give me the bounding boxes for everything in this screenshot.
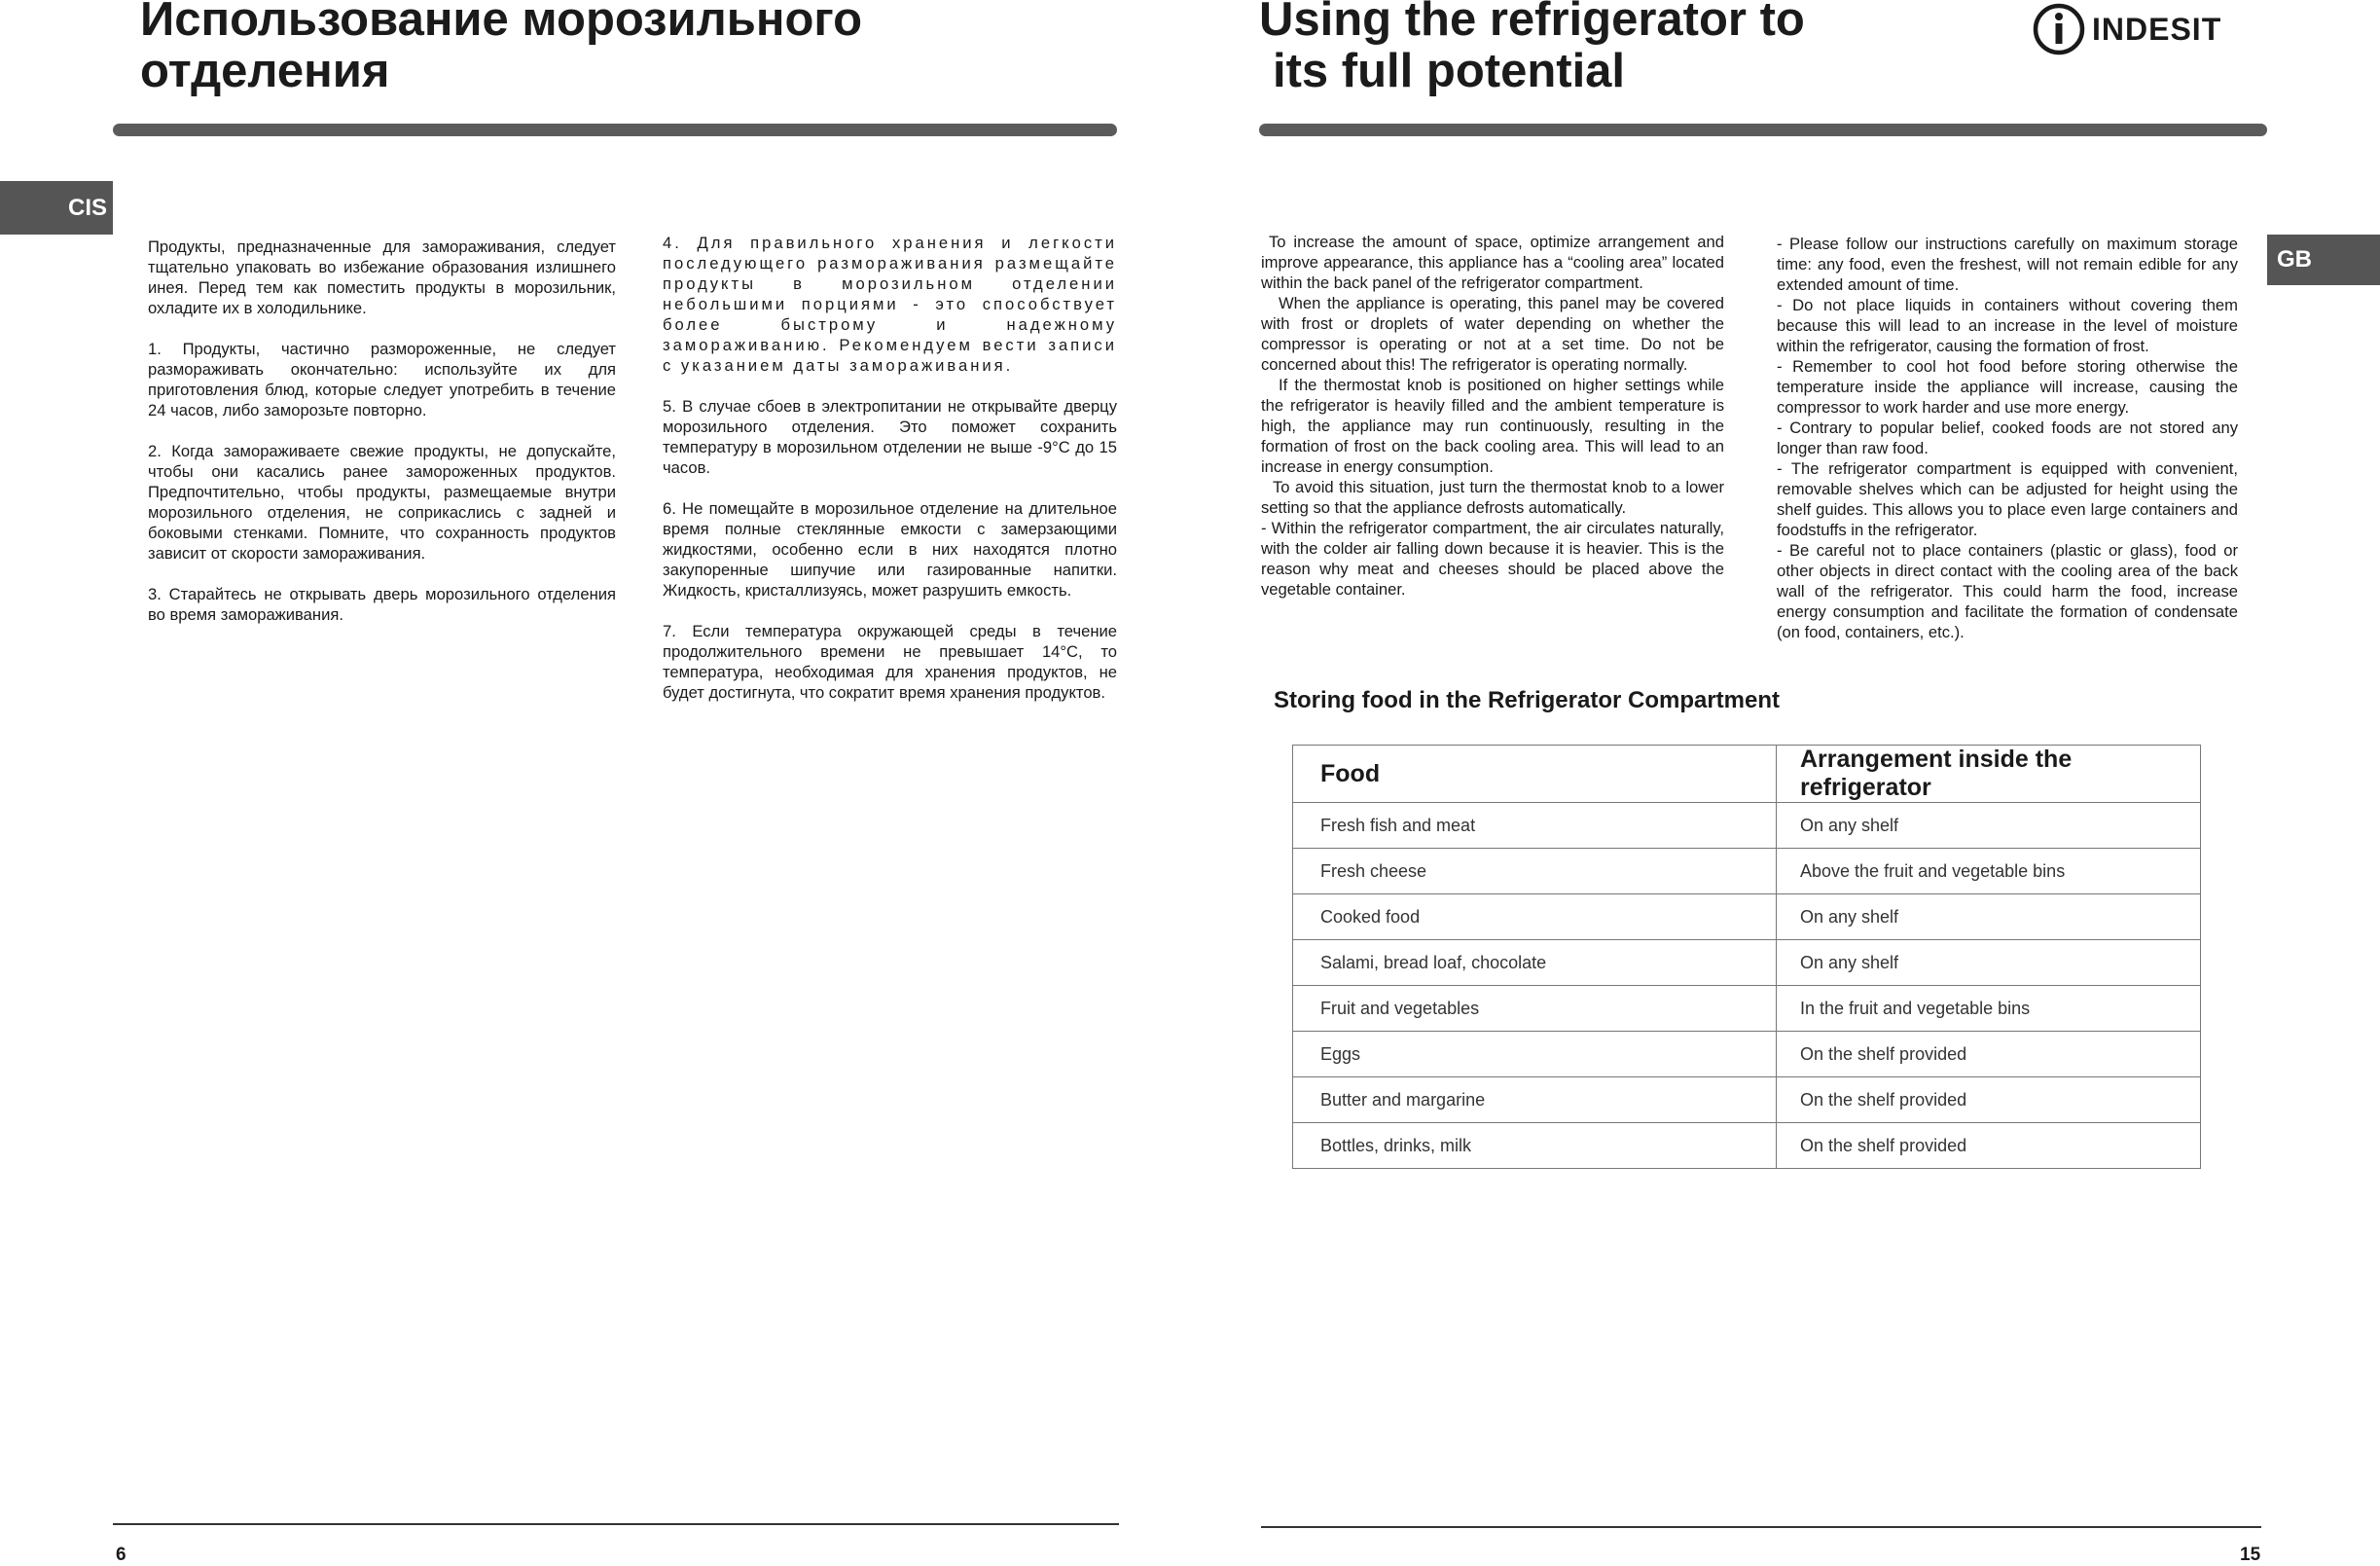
table-row (1293, 986, 2201, 1032)
right-col2-paragraph-1: - Please follow our instructions carefully on maximum storage time: any food, even the freshest, will not remain edible for any extended amount of time. (1777, 235, 2238, 294)
table-cell-food: Fruit and vegetables (1293, 986, 1777, 1032)
right-col2-paragraph-3: - Remember to cool hot food before storing otherwise the temperature inside the appliance will increase, causing the compressor to work harder and use more energy. (1777, 357, 2238, 417)
table-cell-arrangement: On any shelf (1777, 940, 2201, 986)
table-row (1293, 1032, 2201, 1077)
table-row (1293, 1123, 2201, 1169)
table-row (1293, 849, 2201, 894)
storage-table (1292, 745, 2201, 1169)
cis-language-tab (0, 181, 113, 235)
left-paragraph-4: 4. Для правильного хранения и легкости последующего размораживания размещайте продукты в морозильном отделении небольшими порциями - это способствует более быстрому и надежному замораживанию. Рекомендуем вести записи с указанием даты замораживания. (663, 234, 1117, 375)
table-cell-arrangement: On the shelf provided (1777, 1123, 2201, 1169)
left-page-title (140, 0, 862, 97)
indesit-logo (2032, 2, 2221, 56)
indesit-logo-icon (2032, 2, 2086, 56)
right-header-rule (1259, 124, 2267, 136)
right-paragraph-3: If the thermostat knob is positioned on higher settings while the refrigerator is heavily filled and the ambient temperature is high, the appliance may run continuously, resulting in the formation of frost on the back cooling area. This will lead to an increase in energy consumption. (1261, 376, 1724, 476)
table-cell-food: Bottles, drinks, milk (1293, 1123, 1777, 1169)
right-footer-rule (1261, 1526, 2261, 1528)
left-paragraph-3: 3. Старайтесь не открывать дверь морозильного отделения во время замораживания. (148, 585, 616, 624)
table-cell-arrangement: In the fruit and vegetable bins (1777, 986, 2201, 1032)
left-paragraph-5: 5. В случае сбоев в электропитании не открывайте дверцу морозильного отделения. Это поможет сохранить температуру в морозильном отделении не выше -9°С до 15 часов. (663, 397, 1117, 477)
right-title-line2: its full potential (1273, 45, 1626, 97)
table-row (1293, 940, 2201, 986)
left-title-line1: Использование морозильного (140, 0, 863, 46)
right-title-line1: Using the refrigerator to (1259, 0, 1805, 46)
table-cell-arrangement: On any shelf (1777, 894, 2201, 940)
cis-tab-label: CIS (67, 194, 107, 221)
table-row (1293, 803, 2201, 849)
left-title-line2: отделения (140, 45, 390, 97)
table-cell-food: Butter and margarine (1293, 1077, 1777, 1123)
table-cell-arrangement: Above the fruit and vegetable bins (1777, 849, 2201, 894)
right-paragraph-2: When the appliance is operating, this panel may be covered with frost or droplets of water depending on whether the compressor is operating or not at a set time. Do not be concerned about this! The refrigerator is operating normally. (1261, 294, 1724, 374)
table-cell-food: Fresh cheese (1293, 849, 1777, 894)
storage-table-header-arrangement: Arrangement inside the refrigerator (1777, 746, 2201, 803)
left-paragraph-1: 1. Продукты, частично размороженные, не следует размораживать окончательно: используйте их для приготовления блюд, которые следует употребить в течение 24 часов, либо заморозьте повторно. (148, 340, 616, 419)
storage-table-header-food: Food (1293, 746, 1777, 803)
right-page-title (1259, 0, 1805, 97)
right-col2-paragraph-2: - Do not place liquids in containers without covering them because this will lead to an increase in the level of moisture within the refrigerator, causing the formation of frost. (1777, 296, 2238, 355)
left-column-1 (148, 237, 616, 625)
table-cell-arrangement: On the shelf provided (1777, 1032, 2201, 1077)
right-paragraph-5: - Within the refrigerator compartment, the air circulates naturally, with the colder air falling down because it is heavier. This is the reason why meat and cheeses should be placed above the vegetable container. (1261, 519, 1724, 599)
left-paragraph-2: 2. Когда замораживаете свежие продукты, не допускайте, чтобы они касались ранее замороженных продуктов. Предпочтительно, чтобы продукты, размещаемые внутри морозильного отделения, не соприкаслись с задней и боковыми стенками. Помните, что сохранность продуктов зависит от скорости замораживания. (148, 442, 616, 563)
table-row (1293, 1077, 2201, 1123)
right-col2-paragraph-5: - The refrigerator compartment is equipped with convenient, removable shelves which can be adjusted for height using the shelf guides. This allows you to place even large containers and foodstuffs in the refrigerator. (1777, 459, 2238, 539)
right-paragraph-1: To increase the amount of space, optimize arrangement and improve appearance, this appliance has a “cooling area” located within the back panel of the refrigerator compartment. (1261, 233, 1724, 292)
indesit-brand-text: INDESIT (2092, 11, 2222, 47)
left-paragraph-7: 7. Если температура окружающей среды в течение продолжительного времени не превышает 14°С, то температура, необходимая для хранения продуктов, не будет достигнута, что сократит время хранения продуктов. (663, 622, 1117, 702)
left-paragraph-6: 6. Не помещайте в морозильное отделение на длительное время полные стеклянные емкости с замерзающими жидкостями, особенно если в них находятся плотно закупоренные шипучие или газированные напитки. Жидкость, кристаллизуясь, может разрушить емкость. (663, 499, 1117, 600)
table-cell-food: Salami, bread loaf, chocolate (1293, 940, 1777, 986)
left-page-number: 6 (116, 1545, 126, 1565)
left-intro-paragraph: Продукты, предназначенные для замораживания, следует тщательно упаковать во избежание образования излишнего инея. Перед тем как поместить продукты в морозильник, охладите их в холодильнике. (148, 237, 616, 317)
right-col2-paragraph-4: - Contrary to popular belief, cooked foods are not stored any longer than raw food. (1777, 419, 2238, 457)
table-cell-food: Cooked food (1293, 894, 1777, 940)
storage-table-header-row (1293, 746, 2201, 803)
right-paragraph-4: To avoid this situation, just turn the thermostat knob to a lower setting so that the appliance defrosts automatically. (1261, 478, 1724, 517)
gb-language-tab (2267, 235, 2380, 285)
table-cell-food: Fresh fish and meat (1293, 803, 1777, 849)
right-col2-paragraph-6: - Be careful not to place containers (plastic or glass), food or other objects in direct contact with the cooling area of the back wall of the refrigerator. This could harm the food, increase energy consumption and facilitate the formation of condensate (on food, containers, etc.). (1777, 541, 2238, 641)
right-column-1 (1261, 232, 1724, 600)
table-cell-arrangement: On the shelf provided (1777, 1077, 2201, 1123)
gb-tab-label: GB (2277, 246, 2312, 273)
left-header-rule (113, 124, 1117, 136)
table-row (1293, 894, 2201, 940)
table-cell-food: Eggs (1293, 1032, 1777, 1077)
right-column-2 (1777, 234, 2238, 642)
left-column-2 (663, 233, 1117, 703)
storage-table-title: Storing food in the Refrigerator Compartment (1274, 687, 1781, 713)
table-cell-arrangement: On any shelf (1777, 803, 2201, 849)
right-page-number: 15 (2240, 1545, 2261, 1565)
left-footer-rule (113, 1523, 1119, 1525)
